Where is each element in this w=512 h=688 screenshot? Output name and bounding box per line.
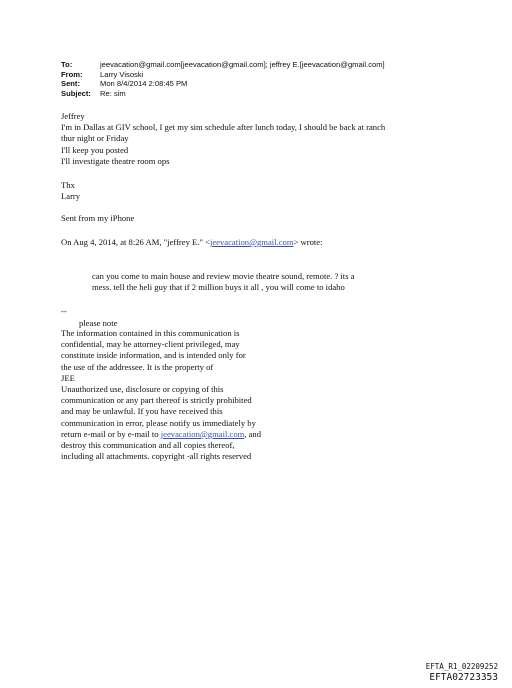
message-body: [61, 111, 385, 167]
disclaimer-line: communication in error, please notify us immediately by: [61, 417, 256, 428]
subject-row: [61, 89, 385, 99]
to-value: jeevacation@gmail.com[jeevacation@gmail.com]; jeffrey E.[jeevacation@gmail.com]: [100, 60, 385, 69]
from-value: Larry Visoski: [100, 69, 144, 79]
disclaimer-line: destroy this communication and all copies thereof,: [61, 440, 235, 451]
quote-intro-prefix: On Aug 4, 2014, at 8:26 AM, "jeffrey E." <: [61, 237, 210, 247]
quoted-line: can you come to main house and review movie theatre sound, remote. ? its a: [92, 271, 355, 281]
quoted-line: mess. tell the heli guy that if 2 million buys it all , you will come to idaho: [92, 282, 345, 293]
sent-from: Sent from my iPhone: [61, 213, 135, 223]
separator-text: --: [61, 306, 67, 316]
disclaimer-notify-line: [61, 429, 261, 440]
email-header: [61, 60, 385, 98]
disclaimer-line: confidential, may be attorney-client privileged, may: [61, 339, 240, 350]
notify-prefix: return e-mail or by e-mail to: [61, 428, 161, 439]
disclaimer-body: [61, 328, 261, 462]
sent-row: [61, 79, 385, 89]
message-line: I'm in Dallas at GIV school, I get my sim schedule after lunch today, I should be back at ranch: [61, 122, 386, 133]
notify-suffix: , and: [244, 428, 262, 439]
footer-id-large: EFTA02723353: [429, 672, 498, 683]
quote-email-link[interactable]: jeevacation@gmail.com: [209, 237, 294, 247]
signature: Larry: [61, 191, 81, 202]
message-line: I'll keep you posted: [61, 144, 129, 155]
greeting: Jeffrey: [61, 111, 85, 121]
subject-label: Subject:: [61, 88, 91, 98]
disclaimer-line: constitute inside information, and is intended only for: [61, 350, 246, 361]
disclaimer-line: JEE: [61, 372, 75, 383]
from-row: [61, 70, 385, 80]
disclaimer-line: the use of the addressee. It is the property of: [61, 361, 214, 372]
footer-id-small: EFTA_R1_02209252: [425, 662, 498, 671]
to-label: To:: [61, 60, 73, 69]
disclaimer-line: communication or any part thereof is strictly prohibited: [61, 395, 252, 406]
disclaimer-line: including all attachments. copyright -all rights reserved: [61, 451, 252, 462]
signature-block: [61, 180, 80, 202]
disclaimer-line: Unauthorized use, disclosure or copying of this: [61, 384, 224, 395]
sent-value: Mon 8/4/2014 2:08:45 PM: [100, 79, 188, 89]
from-label: From:: [61, 69, 83, 79]
sent-from-line: [61, 213, 134, 224]
quote-intro: [61, 237, 322, 248]
sent-label: Sent:: [61, 79, 80, 89]
disclaimer-line: The information contained in this communication is: [61, 328, 240, 338]
to-row: [61, 60, 385, 70]
separator: [61, 306, 67, 317]
signoff: Thx: [61, 180, 75, 190]
quote-intro-suffix: > wrote:: [293, 237, 323, 247]
message-line: thur night or Friday: [61, 133, 129, 144]
message-line: I'll investigate theatre room ops: [61, 155, 170, 166]
disclaimer-line: and may be unlawful. If you have received this: [61, 406, 223, 417]
quoted-message: [92, 271, 355, 293]
subject-value: Re: sim: [100, 88, 126, 98]
disclaimer-email-link[interactable]: jeevacation@gmail.com: [160, 428, 245, 439]
note-text: please note: [79, 318, 118, 328]
